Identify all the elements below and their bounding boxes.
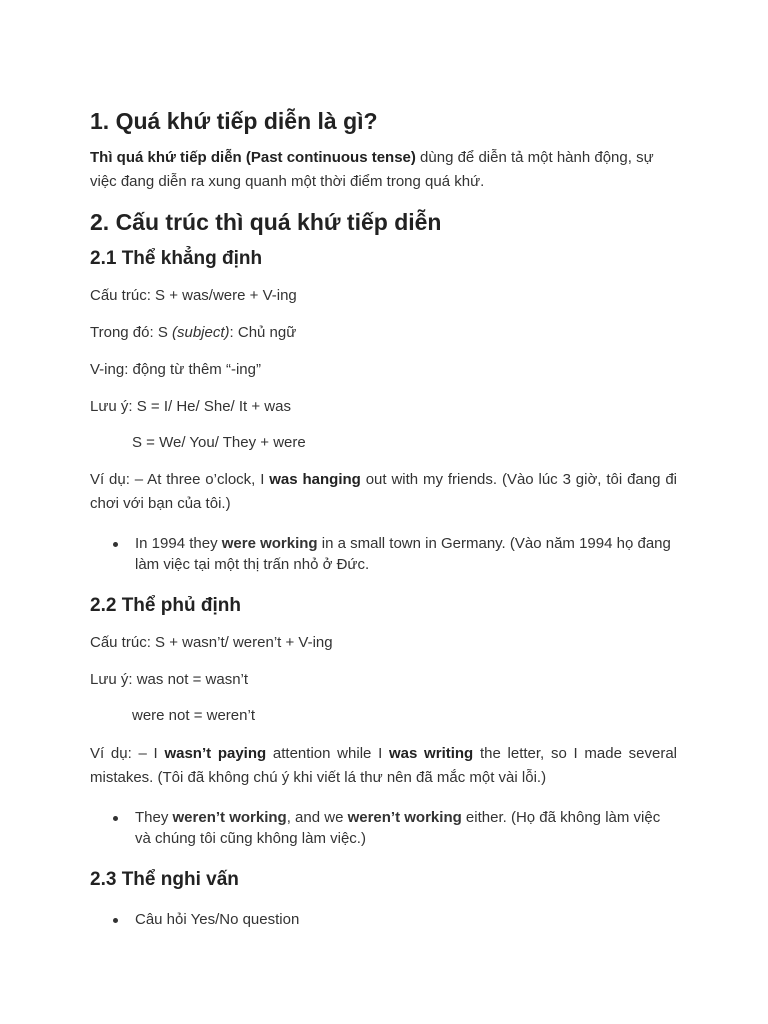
example-text: out with my friends. (Vào lúc 3 giờ, tôi đang đi chơi với bạn của tôi.) [90,471,678,512]
bullet-icon [113,542,118,547]
list-item-text: either. (Họ đã không làm việc và chúng tôi cũng không làm việc.) [135,809,661,847]
list-item-highlight: were working [221,535,318,552]
subject-definition-prefix: Trong đó: S [90,324,172,341]
example-text: attention while I [266,745,389,762]
example-text: Ví dụ: – I [90,745,165,762]
ving-definition: V-ing: động từ thêm “-ing” [90,361,261,378]
heading-negative: 2.2 Thể phủ định [90,595,241,616]
list-item-highlight: weren’t working [172,809,287,826]
affirmative-example [90,468,677,516]
definition-term: Thì quá khứ tiếp diễn (Past continuous tense) [90,149,416,166]
subject-term: (subject) [172,324,230,341]
affirmative-structure: Cấu trúc: S + was/were + V-ing [90,287,297,304]
list-item-text: In 1994 they [135,535,222,552]
subject-definition [90,321,677,345]
affirmative-note-continued: S = We/ You/ They + were [132,434,306,451]
heading-interrogative: 2.3 Thể nghi vấn [90,869,239,890]
example-highlight: was writing [388,745,474,762]
list-item [135,533,677,575]
list-item-text: Câu hỏi Yes/No question [135,911,300,928]
example-highlight: was hanging [269,471,361,488]
affirmative-note: Lưu ý: S = I/ He/ She/ It + was [90,398,291,415]
subject-definition-suffix: : Chủ ngữ [229,324,297,341]
heading-what-is: 1. Quá khứ tiếp diễn là gì? [90,108,378,134]
example-highlight: wasn’t paying [164,745,267,762]
negative-example [90,742,677,790]
list-item-text: They [135,809,173,826]
list-item [135,807,677,849]
example-text: Ví dụ: – At three o’clock, I [90,471,270,488]
bullet-icon [113,816,118,821]
negative-note-continued: were not = weren’t [132,707,255,724]
list-item-text: , and we [286,809,348,826]
heading-affirmative: 2.1 Thể khẳng định [90,248,263,269]
negative-structure: Cấu trúc: S + wasn’t/ weren’t + V-ing [90,634,333,651]
definition-paragraph [90,146,677,194]
negative-note: Lưu ý: was not = wasn’t [90,671,249,688]
example-text: the letter, so I made several mistakes. (Tôi đã không chú ý khi viết lá thư nên đã mắc một vài lỗi.) [90,745,677,786]
bullet-icon [113,918,118,923]
list-item-text: in a small town in Germany. (Vào năm 1994 họ đang làm việc tại một thị trấn nhỏ ở Đức. [135,535,671,573]
heading-structure: 2. Cấu trúc thì quá khứ tiếp diễn [90,209,442,235]
list-item-highlight: weren’t working [347,809,462,826]
definition-text: dùng để diễn tả một hành động, sự việc đang diễn ra xung quanh một thời điểm trong quá khứ. [90,149,654,190]
list-item [135,909,677,930]
